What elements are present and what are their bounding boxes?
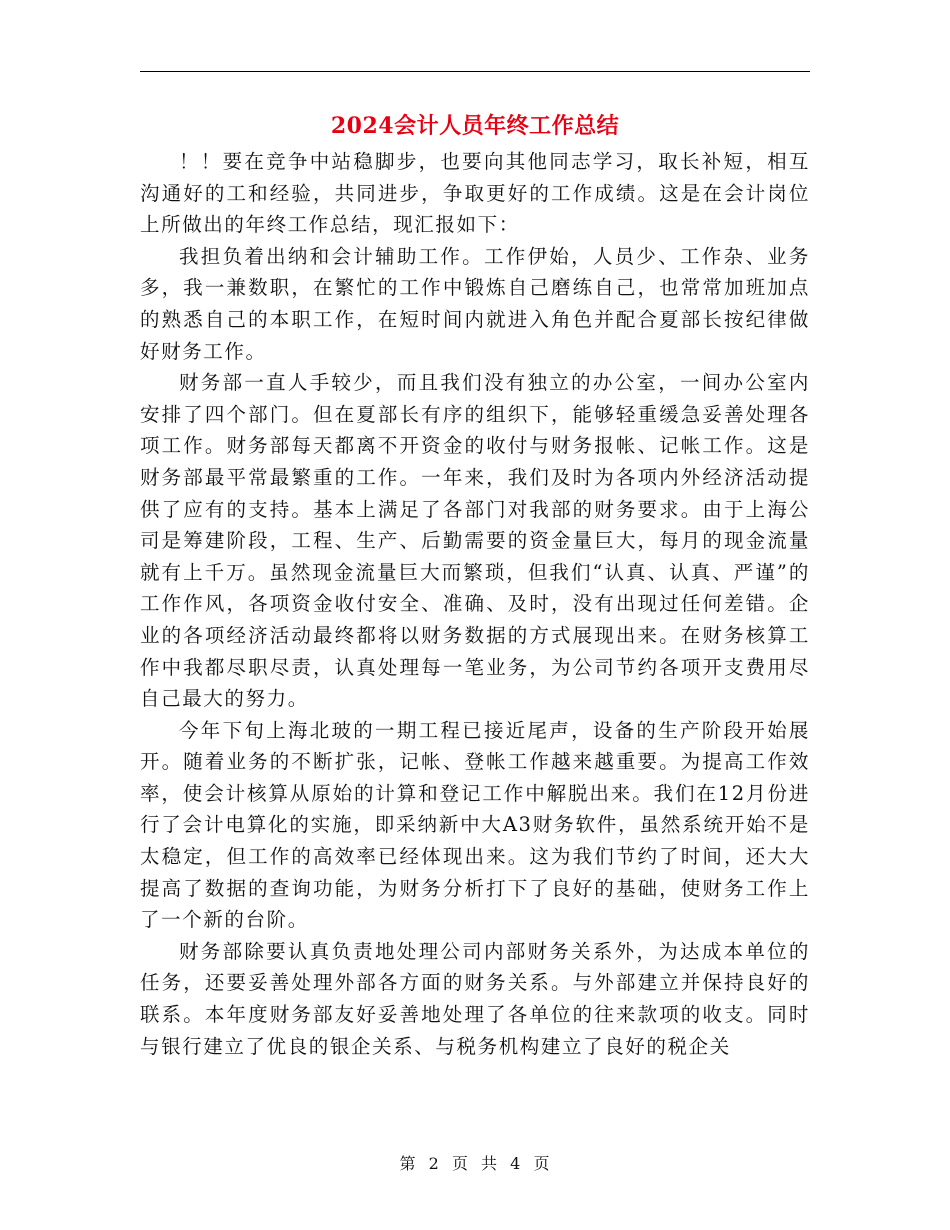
paragraph-3: 财务部一直人手较少，而且我们没有独立的办公室，一间办公室内安排了四个部门。但在夏部长有序的组织下，能够轻重缓急妥善处理各项工作。财务部每天都离不开资金的收付与财务报帐、记帐工作。这是财务部最平常最繁重的工作。一年来，我们及时为各项内外经济活动提供了应有的支持。基本上满足了各部门对我部的财务要求。由于上海公司是筹建阶段，工程、生产、后勤需要的资金量巨大，每月的现金流量就有上千万。虽然现金流量巨大而繁琐，但我们“认真、认真、严谨”的工作作风，各项资金收付安全、准确、及时，没有出现过任何差错。企业的各项经济活动最终都将以财务数据的方式展现出来。在财务核算工作中我都尽职尽责，认真处理每一笔业务，为公司节约各项开支费用尽自己最大的努力。: [140, 371, 810, 711]
page-footer: [140, 1152, 810, 1176]
header-rule: [140, 71, 810, 72]
footer-page-word: 页: [451, 1154, 469, 1173]
footer-total-word: 共: [481, 1154, 499, 1173]
document-title: 2024会计人员年终工作总结: [330, 113, 620, 139]
document-body: [140, 146, 810, 1062]
paragraph-5: 财务部除要认真负责地处理公司内部财务关系外，为达成本单位的任务，还要妥善处理外部各方面的财务关系。与外部建立并保持良好的联系。本年度财务部友好妥善地处理了各单位的往来款项的收支。同时与银行建立了优良的银企关系、与税务机构建立了良好的税企关: [140, 939, 810, 1058]
footer-suffix: 页: [533, 1154, 551, 1173]
paragraph-1: ！！要在竞争中站稳脚步，也要向其他同志学习，取长补短，相互沟通好的工和经验，共同进步，争取更好的工作成绩。这是在会计岗位上所做出的年终工作总结，现汇报如下：: [140, 150, 810, 237]
paragraph-4: 今年下旬上海北玻的一期工程已接近尾声，设备的生产阶段开始展开。随着业务的不断扩张，记帐、登帐工作越来越重要。为提高工作效率，使会计核算从原始的计算和登记工作中解脱出来。我们在12月份进行了会计电算化的实施，即采纳新中大A3财务软件，虽然系统开始不是太稳定，但工作的高效率已经体现出来。这为我们节约了时间，还大大提高了数据的查询功能，为财务分析打下了良好的基础，使财务工作上了一个新的台阶。: [140, 718, 810, 932]
footer-current-page: 2: [428, 1154, 440, 1173]
footer-prefix: 第: [399, 1154, 417, 1173]
paragraph-2: 我担负着出纳和会计辅助工作。工作伊始，人员少、工作杂、业务多，我一兼数职，在繁忙的工作中锻炼自己磨练自己，也常常加班加点的熟悉自己的本职工作，在短时间内就进入角色并配合夏部长按纪律做好财务工作。: [140, 244, 810, 363]
footer-total-pages: 4: [510, 1154, 522, 1173]
